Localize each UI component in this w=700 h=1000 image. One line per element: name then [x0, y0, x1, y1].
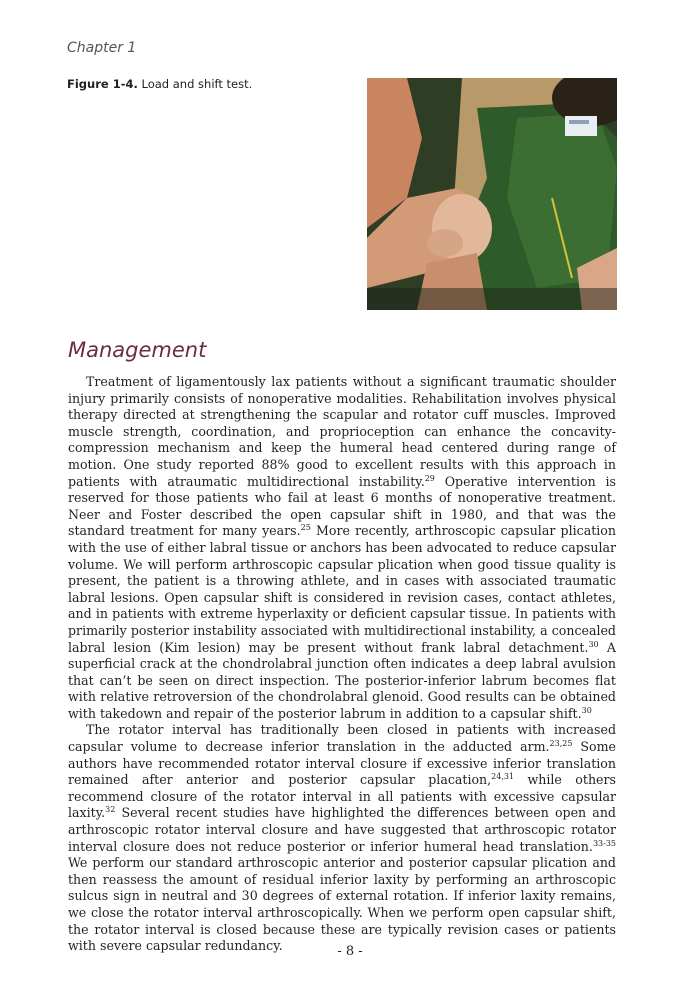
figure-caption [67, 77, 252, 91]
text-run: Treatment of ligamentously lax patients without a significant traumatic shoulder injury primarily consists of nonoperative modalities. Rehabilitation involves physical therapy directed at strengthening the scapular and rotator cuff muscles. Improved muscle strength, coordination, and proprioception can enhance the concavity-compression mechanism and keep the humeral head centered during range of motion. One study reported 88% good to excellent results with this approach in patients with atraumatic multidirectional instability. [68, 374, 616, 489]
citation-superscript: 30 [588, 639, 599, 649]
chapter-header: Chapter 1 [67, 40, 137, 56]
text-run: Operative intervention is reserved for those patients who fail at least 6 months of nonoperative treatment. Neer and Foster described the open capsular shift in 1980, and that was the standard treatment for many years. [68, 473, 616, 539]
text-run: The rotator interval has traditionally been closed in patients with increased capsular volume to decrease inferior translation in the adducted arm. [68, 722, 616, 755]
citation-superscript: 23,25 [549, 739, 573, 749]
text-run: We perform our standard arthroscopic anterior and posterior capsular plication and then reassess the amount of residual inferior laxity by performing an arthroscopic sulcus sign in neutral and 30 degrees of external rotation. If inferior laxity remains, we close the rotator interval arthroscopically. When we perform open capsular shift, the rotator interval is closed because these are typically revision cases or patients with severe capsular redundancy. [68, 855, 616, 954]
text-run: More recently, arthroscopic capsular plication with the use of either labral tissue or anchors has been advocated to reduce capsular volume. We will perform arthroscopic capsular plication when good tissue quality is present, the patient is a throwing athlete, and in cases with associated traumatic labral lesions. Open capsular shift is considered in revision cases, contact athletes, and in patients with extreme hyperlaxity or deficient capsular tissue. In patients with primarily posterior instability associated with multidirectional instability, a concealed labral lesion (Kim lesion) may be present without frank labral detachment. [68, 523, 616, 655]
citation-superscript: 32 [105, 805, 116, 815]
figure-label: Figure 1-4. [67, 77, 138, 91]
paragraph [68, 374, 616, 722]
figure-caption-text: Load and shift test. [141, 77, 253, 91]
load-shift-test-image [367, 78, 617, 310]
citation-superscript: 25 [300, 523, 311, 533]
text-run: Some authors have recommended rotator interval closure if excessive inferior translation remained after anterior and posterior capsular placation, [68, 739, 616, 788]
citation-superscript: 33-35 [592, 838, 616, 848]
figure-photo [367, 78, 617, 310]
citation-superscript: 30 [581, 705, 592, 715]
section-heading: Management [68, 338, 207, 362]
citation-superscript: 29 [424, 473, 435, 483]
page-number: - 8 - [337, 944, 363, 959]
body-text [68, 374, 616, 955]
paragraph [68, 722, 616, 954]
text-run: A superficial crack at the chondrolabral junction often indicates a deep labral avulsion that can’t be seen on direct inspection. The posterior-inferior labrum becomes flat with relative retroversion of the chondrolabral glenoid. Good results can be obtained with takedown and repair of the posterior labrum in addition to a capsular shift. [68, 639, 616, 721]
text-run: while others recommend closure of the rotator interval in all patients with excessive capsular laxity. [68, 772, 616, 821]
text-run: Several recent studies have highlighted the differences between open and arthroscopic rotator interval closure and have suggested that arthroscopic rotator interval closure does not reduce posterior or inferior humeral head translation. [68, 805, 616, 854]
citation-superscript: 24,31 [491, 772, 515, 782]
